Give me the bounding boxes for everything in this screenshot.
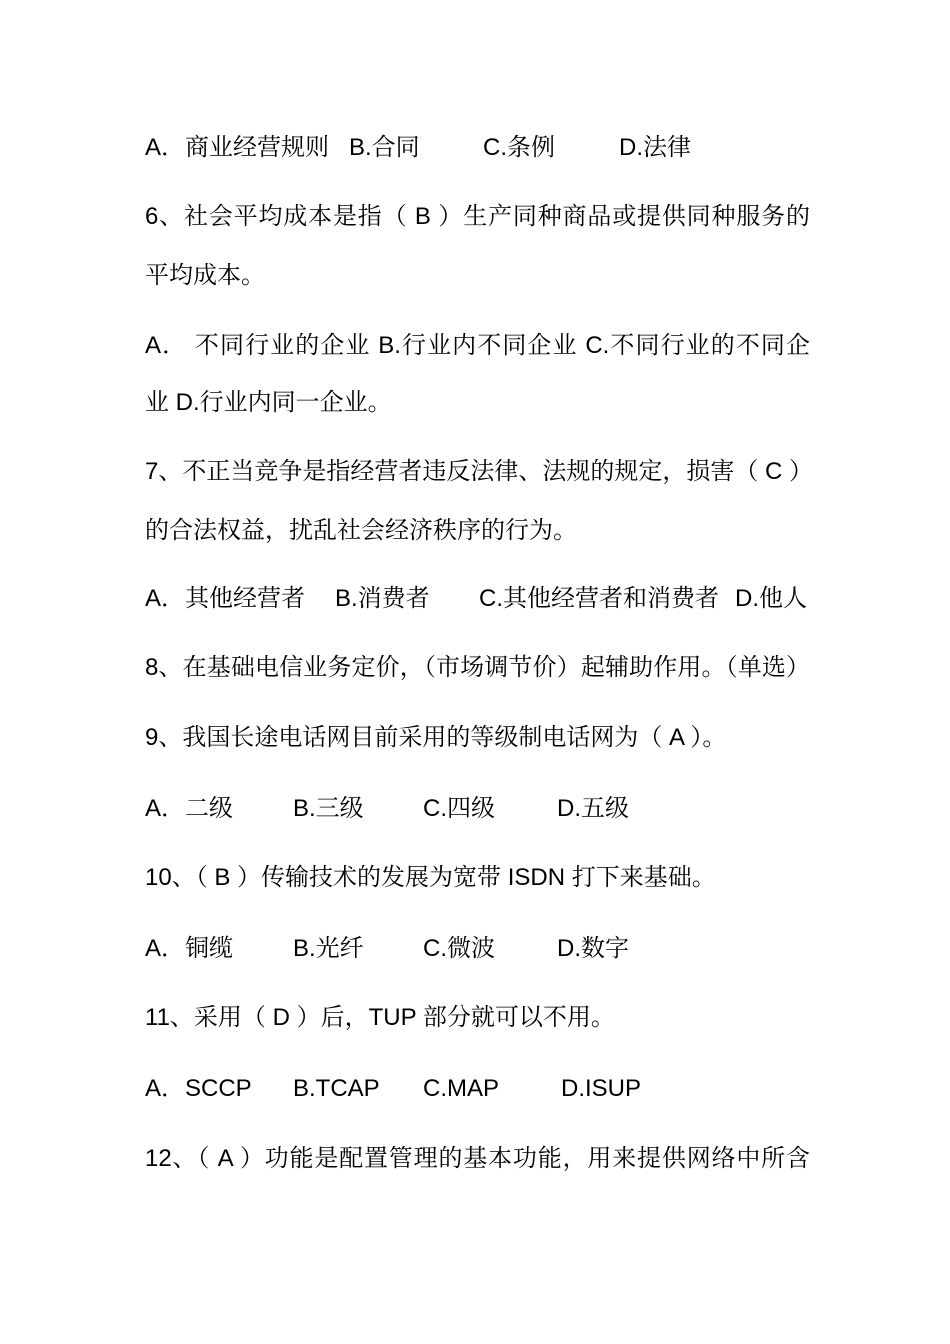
options-line-q6-2: 业 D.行业内同一企业。 (145, 389, 392, 416)
question-7-line-1: 7、不正当竞争是指经营者违反法律、法规的规定，损害（ C ） (145, 458, 814, 485)
option-d: D.ISUP (561, 1075, 642, 1102)
question-8-line: 8、在基础电信业务定价，（市场调节价）起辅助作用。（单选） (145, 654, 810, 681)
option-c: C.微波 (423, 935, 495, 962)
option-b: B.合同 (349, 134, 420, 161)
question-9-line: 9、我国长途电话网目前采用的等级制电话网为（ A ）。 (145, 724, 727, 751)
option-c: C.MAP (423, 1075, 500, 1102)
option-b: B.三级 (293, 795, 364, 822)
option-c: C.其他经营者和消费者 (479, 585, 719, 612)
option-a-marker: A． (145, 1075, 186, 1102)
options-line-q5 (145, 132, 810, 164)
option-c: C.四级 (423, 795, 495, 822)
option-d: D.法律 (619, 134, 691, 161)
option-a-marker: A． (145, 935, 186, 962)
option-a-text: 二级 (185, 795, 233, 822)
option-c: C.条例 (483, 134, 555, 161)
options-line-q10 (145, 933, 810, 965)
option-b: B.TCAP (293, 1075, 380, 1102)
option-d: D.他人 (735, 585, 807, 612)
question-10-line: 10、（ B ）传输技术的发展为宽带 ISDN 打下来基础。 (145, 864, 716, 891)
option-b: B.光纤 (293, 935, 364, 962)
option-a-text: SCCP (185, 1075, 252, 1102)
question-12-line: 12、（ A ）功能是配置管理的基本功能，用来提供网络中所含 (145, 1145, 810, 1172)
option-a-marker: A． (145, 134, 186, 161)
options-line-q11 (145, 1073, 810, 1105)
question-7-line-2: 的合法权益，扰乱社会经济秩序的行为。 (145, 517, 577, 544)
options-line-q9 (145, 793, 810, 825)
options-line-q6-1: A． 不同行业的企业 B.行业内不同企业 C.不同行业的不同企 (145, 332, 810, 359)
option-d: D.五级 (557, 795, 629, 822)
question-6-line-1: 6、社会平均成本是指（ B ）生产同种商品或提供同种服务的 (145, 203, 810, 230)
option-d: D.数字 (557, 935, 629, 962)
option-a-marker: A． (145, 585, 186, 612)
option-a-marker: A． (145, 795, 186, 822)
question-6-line-2: 平均成本。 (145, 262, 265, 289)
question-11-line: 11、采用（ D ）后，TUP 部分就可以不用。 (145, 1004, 615, 1031)
option-a-text: 商业经营规则 (185, 134, 329, 161)
option-a-text: 其他经营者 (185, 585, 305, 612)
option-a-text: 铜缆 (185, 935, 233, 962)
option-b: B.消费者 (335, 585, 430, 612)
options-line-q7 (145, 583, 810, 615)
